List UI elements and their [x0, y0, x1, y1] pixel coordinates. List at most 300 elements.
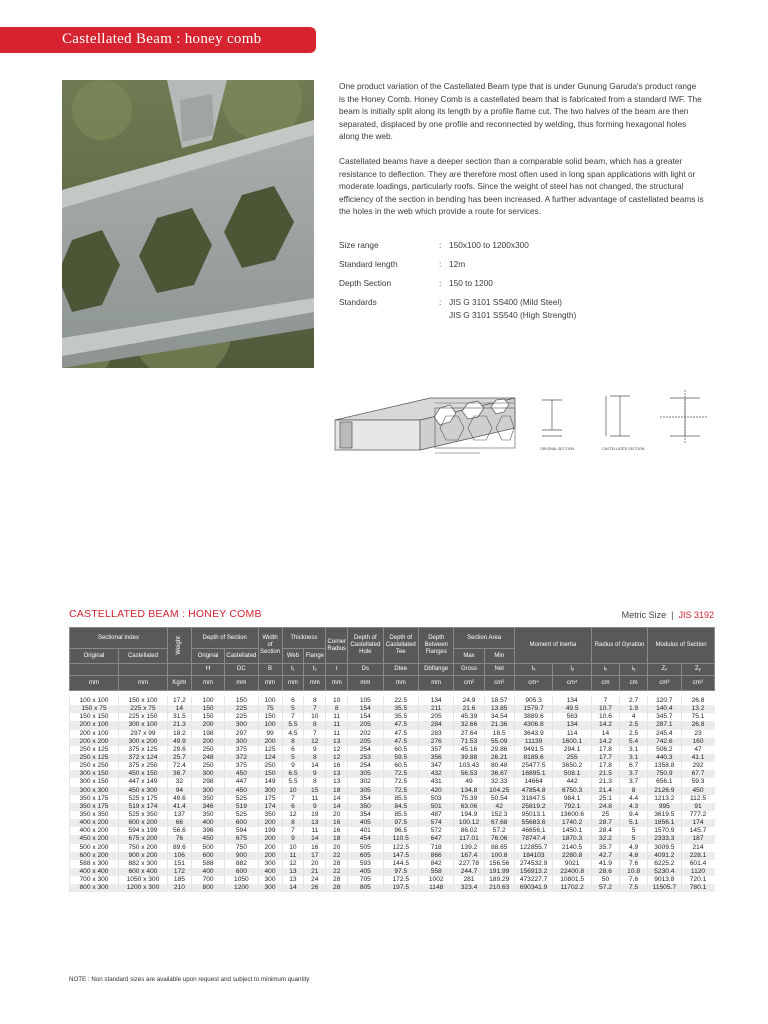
table-cell: 9	[282, 835, 304, 843]
table-cell: 7	[282, 795, 304, 803]
table-cell: 198	[191, 730, 224, 738]
table-cell: 72.5	[383, 770, 418, 778]
table-row	[70, 721, 715, 729]
header-moment-of-inertia: Moment of Inertia	[514, 628, 591, 664]
symbol-cell: iᵧ	[620, 664, 648, 676]
table-cell: 36.67	[484, 770, 514, 778]
table-cell: 150 x 100	[118, 697, 167, 705]
table-cell: 5	[282, 754, 304, 762]
table-cell: 22400.8	[553, 868, 592, 876]
table-cell: 276	[418, 738, 453, 746]
table-cell: 11505.7	[648, 884, 681, 892]
table-cell: 14	[326, 803, 348, 811]
table-cell: 76.06	[484, 835, 514, 843]
table-cell: 350 x 175	[70, 803, 119, 811]
table-cell: 20	[304, 860, 326, 868]
table-cell: 96.5	[383, 827, 418, 835]
table-cell: 7	[591, 697, 619, 705]
table-cell: 100	[258, 697, 282, 705]
table-cell: 347	[418, 762, 453, 770]
table-cell: 525	[225, 811, 258, 819]
table-cell: 4.8	[620, 852, 648, 860]
table-cell: 742.6	[648, 738, 681, 746]
table-row	[70, 803, 715, 811]
symbol-cell: r	[326, 664, 348, 676]
table-cell: 1856.1	[648, 819, 681, 827]
table-cell: 2333.3	[648, 835, 681, 843]
table-cell: 350	[258, 811, 282, 819]
table-cell: 210.63	[484, 884, 514, 892]
table-cell: 800	[191, 884, 224, 892]
symbol-cell: Iₓ	[514, 664, 553, 676]
table-cell: 154	[348, 713, 383, 721]
symbol-cell: Iᵧ	[553, 664, 592, 676]
table-cell: 405	[348, 819, 383, 827]
table-cell: 7.5	[620, 884, 648, 892]
table-cell: 2.5	[620, 730, 648, 738]
table-cell: 372	[225, 754, 258, 762]
table-cell: 297	[225, 730, 258, 738]
table-cell: 97.5	[383, 819, 418, 827]
header-flange: Flange	[304, 649, 326, 664]
table-cell: 24.9	[454, 697, 484, 705]
table-cell: 300 x 150	[70, 778, 119, 786]
table-cell: 297 x 99	[118, 730, 167, 738]
table-cell: 2.7	[620, 697, 648, 705]
table-cell: 14	[304, 762, 326, 770]
table-cell: 11139	[514, 738, 553, 746]
table-cell: 21.5	[591, 770, 619, 778]
table-cell: 27.64	[454, 730, 484, 738]
table-cell: 454	[348, 835, 383, 843]
table-cell: 72.5	[383, 787, 418, 795]
table-cell: 80.48	[484, 762, 514, 770]
table-cell: 350	[191, 795, 224, 803]
unit-cell: cm⁴	[514, 676, 553, 691]
table-cell: 572	[418, 827, 453, 835]
spec-label: Size range	[339, 240, 379, 250]
table-cell: 156913.2	[514, 868, 553, 876]
table-cell: 31847.5	[514, 795, 553, 803]
table-cell: 3.1	[620, 746, 648, 754]
table-cell: 600 x 400	[118, 868, 167, 876]
table-cell: 47.5	[383, 721, 418, 729]
table-cell: 12	[326, 746, 348, 754]
symbol-cell: Ds	[348, 664, 383, 676]
table-cell: 5	[282, 705, 304, 713]
header-castellated: Castellated	[118, 649, 167, 664]
table-row	[70, 844, 715, 852]
table-cell: 9013.8	[648, 876, 681, 884]
table-cell: 21.3	[591, 778, 619, 786]
table-cell: 99	[258, 730, 282, 738]
table-cell: 8189.6	[514, 754, 553, 762]
table-cell: 145.7	[681, 827, 715, 835]
symbol-cell: iₓ	[591, 664, 619, 676]
table-cell: 16895.1	[514, 770, 553, 778]
table-cell: 18.57	[484, 697, 514, 705]
table-cell: 250	[191, 762, 224, 770]
table-cell: 3.7	[620, 778, 648, 786]
table-cell: 9	[304, 770, 326, 778]
table-cell: 45.39	[454, 713, 484, 721]
table-cell: 49.6	[167, 795, 191, 803]
symbol-cell: Net	[484, 664, 514, 676]
table-cell: 49	[454, 778, 484, 786]
table-row	[70, 770, 715, 778]
table-cell: 900 x 200	[118, 852, 167, 860]
jis-standard-label: JIS 3192	[678, 610, 714, 620]
table-cell: 588	[191, 860, 224, 868]
table-cell: 200	[258, 835, 282, 843]
table-title: CASTELLATED BEAM : HONEY COMB	[69, 608, 262, 620]
table-cell: 26.8	[681, 721, 715, 729]
table-cell: 14	[282, 884, 304, 892]
spec-value: 12m	[449, 259, 466, 269]
table-cell: 777.2	[681, 811, 715, 819]
table-cell: 104.25	[484, 787, 514, 795]
table-cell: 25819.2	[514, 803, 553, 811]
table-cell: 300	[191, 770, 224, 778]
unit-cell: mm	[326, 676, 348, 691]
table-cell: 300	[258, 860, 282, 868]
table-cell: 5.1	[620, 819, 648, 827]
table-cell: 866	[418, 852, 453, 860]
table-cell: 35.5	[383, 705, 418, 713]
table-cell: 6	[282, 746, 304, 754]
table-cell: 1579.7	[514, 705, 553, 713]
table-cell: 305	[348, 770, 383, 778]
table-cell: 420	[418, 787, 453, 795]
table-cell: 78747.4	[514, 835, 553, 843]
table-cell: 225 x 150	[118, 713, 167, 721]
table-cell: 10.7	[591, 705, 619, 713]
table-cell: 400 x 200	[70, 819, 119, 827]
table-cell: 519	[225, 803, 258, 811]
table-cell: 11	[304, 795, 326, 803]
table-cell: 601.4	[681, 860, 715, 868]
table-cell: 5230.4	[648, 868, 681, 876]
header-original: Original	[70, 649, 119, 664]
table-cell: 882	[225, 860, 258, 868]
table-cell: 3.7	[620, 770, 648, 778]
table-cell: 7	[304, 705, 326, 713]
symbol-cell-empty	[167, 664, 191, 676]
table-cell: 137	[167, 811, 191, 819]
table-cell: 57.2	[591, 884, 619, 892]
header-corner-radius: Corner Radius	[326, 628, 348, 664]
symbol-cell: B	[258, 664, 282, 676]
table-cell: 690341.9	[514, 884, 553, 892]
table-cell: 151	[167, 860, 191, 868]
table-cell: 500 x 200	[70, 844, 119, 852]
header-radius-of-gyration: Radius of Gyration	[591, 628, 647, 664]
table-cell: 605	[348, 852, 383, 860]
table-cell: 194.9	[454, 811, 484, 819]
table-cell: 5.5	[282, 778, 304, 786]
table-cell: 28.4	[591, 827, 619, 835]
table-cell: 9	[304, 746, 326, 754]
table-cell: 2126.9	[648, 787, 681, 795]
table-cell: 5.4	[620, 738, 648, 746]
table-cell: 120.7	[648, 697, 681, 705]
table-cell: 18	[326, 787, 348, 795]
spec-label: Depth Section	[339, 278, 392, 288]
table-cell: 6.7	[620, 762, 648, 770]
symbol-cell: t₁	[282, 664, 304, 676]
table-cell: 656.1	[648, 778, 681, 786]
table-cell: 6750.3	[553, 787, 592, 795]
table-cell: 205	[348, 738, 383, 746]
table-cell: 150	[191, 713, 224, 721]
table-cell: 3009.5	[648, 844, 681, 852]
table-cell: 17.7	[591, 754, 619, 762]
table-cell: 86.02	[454, 827, 484, 835]
table-cell: 283	[418, 730, 453, 738]
table-cell: 675 x 200	[118, 835, 167, 843]
table-cell: 67.7	[681, 770, 715, 778]
table-cell: 24.8	[591, 803, 619, 811]
table-cell: 22	[326, 868, 348, 876]
table-cell: 405	[348, 868, 383, 876]
table-cell: 100	[258, 721, 282, 729]
table-cell: 42	[484, 803, 514, 811]
table-cell: 23	[681, 730, 715, 738]
table-cell: 150	[191, 705, 224, 713]
spec-value: JIS G 3101 SS400 (Mild Steel)	[449, 297, 562, 307]
table-cell: 56.53	[454, 770, 484, 778]
table-cell: 122855.7	[514, 844, 553, 852]
table-cell: 1740.2	[553, 819, 592, 827]
table-cell: 26.21	[484, 754, 514, 762]
table-row	[70, 697, 715, 705]
table-cell: 172.5	[383, 876, 418, 884]
table-row	[70, 884, 715, 892]
table-cell: 22.5	[383, 697, 418, 705]
table-cell: 16	[326, 827, 348, 835]
table-cell: 281	[454, 876, 484, 884]
table-cell: 197.5	[383, 884, 418, 892]
table-cell: 450	[225, 787, 258, 795]
table-cell: 720.1	[681, 876, 715, 884]
table-cell: 2140.5	[553, 844, 592, 852]
table-cell: 593	[348, 860, 383, 868]
table-cell: 19	[304, 811, 326, 819]
table-cell: 17.2	[167, 697, 191, 705]
table-cell: 150 x 75	[70, 705, 119, 713]
honeycomb-table	[69, 627, 715, 892]
table-cell: 525 x 175	[118, 795, 167, 803]
table-cell: 5.5	[282, 721, 304, 729]
table-cell: 4.3	[620, 803, 648, 811]
table-cell: 705	[348, 876, 383, 884]
table-cell: 71.53	[454, 738, 484, 746]
table-cell: 16	[326, 762, 348, 770]
table-cell: 600	[225, 819, 258, 827]
table-cell: 21	[304, 868, 326, 876]
table-cell: 287.1	[648, 721, 681, 729]
table-cell: 5	[620, 827, 648, 835]
table-cell: 6	[282, 697, 304, 705]
table-cell: 284	[418, 721, 453, 729]
table-cell: 174	[681, 819, 715, 827]
table-cell: 160	[681, 738, 715, 746]
symbol-cell: DC	[225, 664, 258, 676]
intro-paragraph-1: One product variation of the Castellated Beam type that is under Gunung Garuda's product range is the Honey Comb. Honey Comb is a castellated beam that is fabricated from a standard IWF. The beam is initially split along its length by a profile flame cut. The two halves of the beam are then separated, displaced by one profile and reconnected by welding, thus forming hexagonal holes along the web.	[339, 81, 702, 142]
table-cell: 14	[326, 795, 348, 803]
table-cell: 5	[620, 835, 648, 843]
table-cell: 473227.7	[514, 876, 553, 884]
table-cell: 1.9	[620, 705, 648, 713]
table-cell: 1050	[225, 876, 258, 884]
table-cell: 13	[304, 819, 326, 827]
table-cell: 60.5	[383, 762, 418, 770]
table-cell: 134.8	[454, 787, 484, 795]
table-cell: 20	[326, 811, 348, 819]
table-cell: 167.4	[454, 852, 484, 860]
table-cell: 60.5	[383, 746, 418, 754]
table-cell: 225 x 75	[118, 705, 167, 713]
table-cell: 400	[191, 868, 224, 876]
table-cell: 10	[326, 697, 348, 705]
table-cell: 100.12	[454, 819, 484, 827]
metric-size-label: Metric Size	[621, 610, 667, 620]
table-cell: 42.7	[591, 852, 619, 860]
table-cell: 4	[620, 713, 648, 721]
table-cell: 432	[418, 770, 453, 778]
table-cell: 24	[304, 876, 326, 884]
header-max: Max	[454, 649, 484, 664]
table-cell: 375 x 125	[118, 746, 167, 754]
table-cell: 200 x 100	[70, 730, 119, 738]
table-cell: 26	[304, 884, 326, 892]
table-cell: 7.6	[620, 876, 648, 884]
unit-cell: cm	[591, 676, 619, 691]
table-cell: 274532.9	[514, 860, 553, 868]
table-cell: 487	[418, 811, 453, 819]
table-cell: 700 x 300	[70, 876, 119, 884]
table-cell: 200	[258, 844, 282, 852]
table-cell: 11	[326, 713, 348, 721]
table-cell: 72.5	[383, 778, 418, 786]
table-cell: 10	[304, 713, 326, 721]
unit-cell: mm	[191, 676, 224, 691]
table-cell: 75.39	[454, 795, 484, 803]
table-cell: 298	[191, 778, 224, 786]
table-cell: 50	[591, 876, 619, 884]
table-cell: 199	[258, 827, 282, 835]
table-cell: 244.7	[454, 868, 484, 876]
table-cell: 7	[282, 713, 304, 721]
table-cell: 6225.2	[648, 860, 681, 868]
table-cell: 94	[167, 787, 191, 795]
unit-cell: cm	[620, 676, 648, 691]
table-cell: 28	[326, 876, 348, 884]
table-cell: 1213.2	[648, 795, 681, 803]
table-cell: 11	[304, 827, 326, 835]
symbol-cell: Dtee	[383, 664, 418, 676]
table-cell: 8	[282, 738, 304, 746]
table-cell: 750.9	[648, 770, 681, 778]
header-depth-hole: Depth of Castellated Hole	[348, 628, 383, 664]
table-cell: 600 x 200	[70, 852, 119, 860]
table-cell: 323.4	[454, 884, 484, 892]
table-cell: 18	[326, 835, 348, 843]
table-cell: 9491.5	[514, 746, 553, 754]
table-cell: 205	[418, 713, 453, 721]
table-cell: 28.7	[591, 819, 619, 827]
table-cell: 29.86	[484, 746, 514, 754]
table-cell: 2280.8	[553, 852, 592, 860]
table-cell: 41.4	[167, 803, 191, 811]
castellated-section-label: CASTELLATED SECTION	[602, 447, 645, 451]
table-cell: 905.3	[514, 697, 553, 705]
table-cell: 55.09	[484, 738, 514, 746]
table-cell: 75.1	[681, 713, 715, 721]
table-cell: 508.1	[553, 770, 592, 778]
table-cell: 47.5	[383, 738, 418, 746]
table-cell: 10	[282, 787, 304, 795]
table-cell: 25	[591, 811, 619, 819]
table-cell: 350	[191, 811, 224, 819]
header-depth-tee: Depth of Castellated Tee	[383, 628, 418, 664]
table-cell: 200	[191, 721, 224, 729]
table-cell: 594 x 199	[118, 827, 167, 835]
table-cell: 600 x 200	[118, 819, 167, 827]
table-cell: 1358.8	[648, 762, 681, 770]
table-cell: 16	[304, 844, 326, 852]
table-cell: 152.3	[484, 811, 514, 819]
table-cell: 8	[304, 778, 326, 786]
table-cell: 450 x 300	[118, 787, 167, 795]
table-cell: 14	[304, 835, 326, 843]
table-row	[70, 738, 715, 746]
table-cell: 21.3	[167, 721, 191, 729]
table-cell: 227.78	[454, 860, 484, 868]
table-cell: 200	[258, 738, 282, 746]
table-cell: 189.29	[484, 876, 514, 884]
table-cell: 13	[282, 876, 304, 884]
page-title: Castellated Beam : honey comb	[62, 31, 262, 47]
table-cell: 175	[258, 795, 282, 803]
table-cell: 184103	[514, 852, 553, 860]
table-cell: 150	[258, 713, 282, 721]
table-note: NOTE : Non standard sizes are available upon request and subject to minimum quantity	[69, 976, 310, 983]
table-cell: 25.1	[591, 795, 619, 803]
original-section-label: ORIGINAL SECTION	[540, 447, 575, 451]
table-row	[70, 713, 715, 721]
header-depth-of-section: Depth of Section	[191, 628, 258, 649]
table-row	[70, 827, 715, 835]
header-thickness: Thickness	[282, 628, 326, 649]
table-cell: 375	[225, 746, 258, 754]
table-cell: 8	[304, 697, 326, 705]
table-cell: 139.2	[454, 844, 484, 852]
unit-cell: Kg/m	[167, 676, 191, 691]
table-cell: 200	[258, 852, 282, 860]
table-cell: 10801.5	[553, 876, 592, 884]
spec-value: 150x100 to 1200x300	[449, 240, 529, 250]
spec-value: 150 to 1200	[449, 278, 493, 288]
table-cell: 12	[326, 754, 348, 762]
table-cell: 1570.9	[648, 827, 681, 835]
table-cell: 675	[225, 835, 258, 843]
table-cell: 4306.8	[514, 721, 553, 729]
table-cell: 106	[167, 852, 191, 860]
header-min: Min	[484, 649, 514, 664]
table-cell: 95013.1	[514, 811, 553, 819]
table-cell: 356	[418, 754, 453, 762]
